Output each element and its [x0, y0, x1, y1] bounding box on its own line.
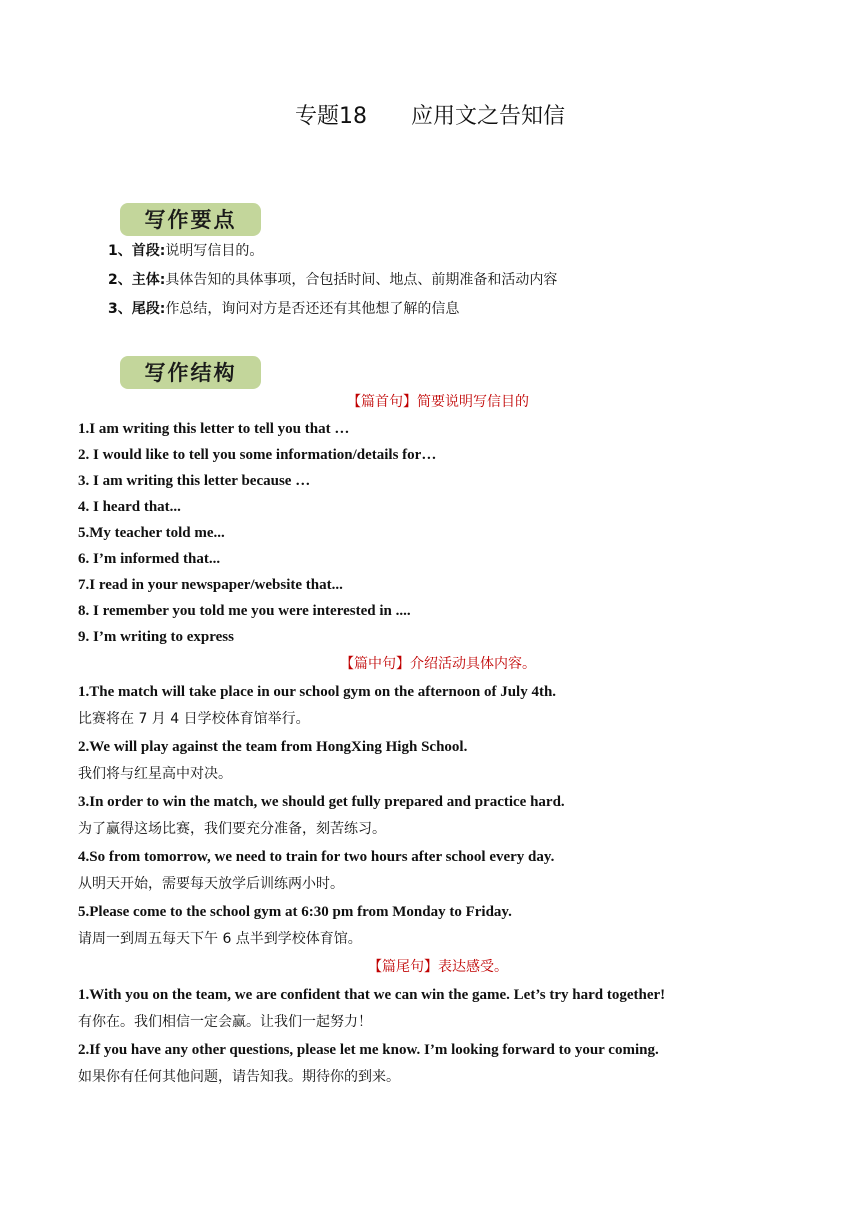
body-sentence-pair — [78, 788, 798, 843]
section-badge-writing-structure: 写作结构 — [120, 356, 261, 389]
ending-sentences-list — [78, 981, 798, 1091]
body-sentences-heading: 【篇中句】介绍活动具体内容。 — [340, 656, 536, 672]
section-badge-writing-points: 写作要点 — [120, 203, 261, 236]
opening-sentence: 6. I’m informed that... — [78, 551, 221, 567]
body-sentences-list — [78, 678, 798, 953]
opening-sentences-list — [78, 416, 798, 650]
body-sentence-pair — [78, 678, 798, 733]
opening-sentences-heading: 【篇首句】简要说明写信目的 — [347, 394, 529, 410]
opening-sentence: 2. I would like to tell you some information/details for… — [78, 447, 437, 463]
body-sentence-zh: 从明天开始，需要每天放学后训练两小时。 — [78, 876, 344, 892]
page-title: 专题18 应用文之告知信 — [295, 104, 565, 129]
body-sentence-en: 1.The match will take place in our school gym on the afternoon of July 4th. — [78, 684, 557, 700]
body-sentence-pair — [78, 898, 798, 953]
opening-sentence: 5.My teacher told me... — [78, 525, 225, 541]
opening-sentence: 1.I am writing this letter to tell you that … — [78, 421, 350, 437]
writing-points-list — [108, 237, 557, 324]
ending-sentence-en: 2.If you have any other questions, please let me know. I’m looking forward to your coming. — [78, 1042, 659, 1058]
opening-sentence: 3. I am writing this letter because … — [78, 473, 311, 489]
body-sentence-pair — [78, 733, 798, 788]
body-sentence-en: 5.Please come to the school gym at 6:30 pm from Monday to Friday. — [78, 904, 512, 920]
writing-point-item — [108, 295, 557, 324]
body-sentence-zh: 请周一到周五每天下午 6 点半到学校体育馆。 — [78, 931, 362, 947]
ending-sentence-zh: 有你在。我们相信一定会赢。让我们一起努力！ — [78, 1014, 372, 1030]
body-sentence-en: 4.So from tomorrow, we need to train for two hours after school every day. — [78, 849, 555, 865]
ending-sentence-zh: 如果你有任何其他问题，请告知我。期待你的到来。 — [78, 1069, 400, 1085]
writing-point-text: 说明写信目的。 — [165, 243, 264, 259]
opening-sentence: 7.I read in your newspaper/website that... — [78, 577, 343, 593]
body-sentence-pair — [78, 843, 798, 898]
writing-point-prefix: 1、首段: — [108, 243, 166, 259]
writing-point-text: 作总结，询问对方是否还还有其他想了解的信息 — [165, 301, 460, 317]
ending-sentence-en: 1.With you on the team, we are confident that we can win the game. Let’s try hard together! — [78, 987, 666, 1003]
writing-point-item — [108, 266, 557, 295]
opening-sentence: 8. I remember you told me you were interested in .... — [78, 603, 411, 619]
ending-sentences-heading: 【篇尾句】表达感受。 — [368, 959, 508, 975]
body-sentence-zh: 我们将与红星高中对决。 — [78, 766, 232, 782]
writing-point-prefix: 2、主体: — [108, 272, 166, 288]
opening-sentence: 9. I’m writing to express — [78, 629, 234, 645]
body-sentence-zh: 为了赢得这场比赛，我们要充分准备，刻苦练习。 — [78, 821, 386, 837]
body-sentence-zh: 比赛将在 7 月 4 日学校体育馆举行。 — [78, 711, 310, 727]
writing-point-prefix: 3、尾段: — [108, 301, 166, 317]
writing-point-text: 具体告知的具体事项，合包括时间、地点、前期准备和活动内容 — [165, 272, 558, 288]
body-sentence-en: 2.We will play against the team from HongXing High School. — [78, 739, 468, 755]
writing-point-item — [108, 237, 557, 266]
ending-sentence-pair — [78, 1036, 798, 1091]
ending-sentence-pair — [78, 981, 798, 1036]
writing-structure-body — [78, 388, 798, 1091]
opening-sentence: 4. I heard that... — [78, 499, 181, 515]
body-sentence-en: 3.In order to win the match, we should get fully prepared and practice hard. — [78, 794, 565, 810]
